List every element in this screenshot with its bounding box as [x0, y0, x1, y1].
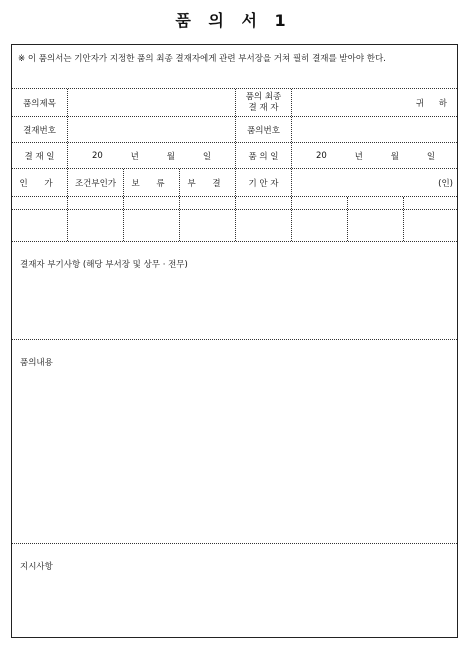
decision-header-row [12, 169, 457, 197]
approval-date-year-unit: 년 [130, 151, 139, 162]
request-date-label: 품 의 일 [236, 143, 292, 168]
signature-box[interactable] [124, 210, 180, 241]
spacer-cell [12, 197, 68, 209]
spacer-cell [348, 197, 404, 209]
notice-text: ※ 이 품의서는 기안자가 지정한 품의 최종 결재자에게 관련 부서장을 거쳐 필히 결재를 받아야 한다. [12, 45, 457, 89]
reject-label: 부 결 [180, 169, 236, 196]
request-number-field[interactable] [292, 117, 459, 142]
final-approver-label-line2: 결 재 자 [248, 102, 279, 113]
signature-box[interactable] [292, 210, 348, 241]
approver-notes-section[interactable] [12, 242, 457, 340]
signature-box[interactable] [180, 210, 236, 241]
subject-row [12, 89, 457, 117]
date-row [12, 143, 457, 169]
approver-notes-heading: 결재자 부기사항 (해당 부서장 및 상무 · 전무) [20, 260, 188, 270]
subject-field[interactable] [68, 89, 236, 116]
spacer-cell [404, 197, 459, 209]
drafter-field[interactable] [292, 169, 459, 196]
spacer-cell [124, 197, 180, 209]
spacer-cell [180, 197, 236, 209]
conditional-approve-label: 조건부인가 [68, 169, 124, 196]
approval-date-month-unit: 월 [166, 151, 175, 162]
request-date-year-unit: 년 [354, 151, 363, 162]
request-date-month-unit: 월 [390, 151, 399, 162]
approval-number-label: 결재번호 [12, 117, 68, 142]
signature-spacer-row [12, 197, 457, 210]
approval-form [11, 44, 458, 638]
request-number-label: 품의번호 [236, 117, 292, 142]
drafter-label: 기 안 자 [236, 169, 292, 196]
signature-box[interactable] [404, 210, 459, 241]
approval-date-field[interactable] [68, 143, 236, 168]
instructions-section[interactable] [12, 544, 457, 637]
spacer-cell [68, 197, 124, 209]
signature-box[interactable] [12, 210, 68, 241]
approval-date-year: 20 [91, 150, 103, 161]
final-approver-label [236, 89, 292, 116]
signature-box[interactable] [68, 210, 124, 241]
request-date-day-unit: 일 [426, 151, 436, 162]
number-row [12, 117, 457, 143]
seal-mark: (인) [438, 178, 453, 189]
request-date-year: 20 [315, 150, 327, 161]
signature-box[interactable] [348, 210, 404, 241]
approval-date-day-unit: 일 [202, 151, 212, 162]
approval-date-label: 결 재 일 [12, 143, 68, 168]
hold-label: 보 류 [124, 169, 180, 196]
subject-label: 품의제목 [12, 89, 68, 116]
final-approver-label-line1: 품의 최종 [245, 91, 282, 102]
spacer-cell [292, 197, 348, 209]
document-title: 품 의 서 1 [175, 11, 292, 30]
instructions-heading: 지시사항 [20, 562, 53, 572]
final-approver-suffix: 귀 하 [415, 98, 453, 109]
spacer-cell [236, 197, 292, 209]
final-approver-field[interactable] [292, 89, 459, 116]
request-date-field[interactable] [292, 143, 459, 168]
approval-number-field[interactable] [68, 117, 236, 142]
approve-label: 인 가 [12, 169, 68, 196]
content-heading: 품의내용 [20, 358, 53, 368]
signature-box[interactable] [236, 210, 292, 241]
content-section[interactable] [12, 340, 457, 544]
signature-row [12, 210, 457, 242]
